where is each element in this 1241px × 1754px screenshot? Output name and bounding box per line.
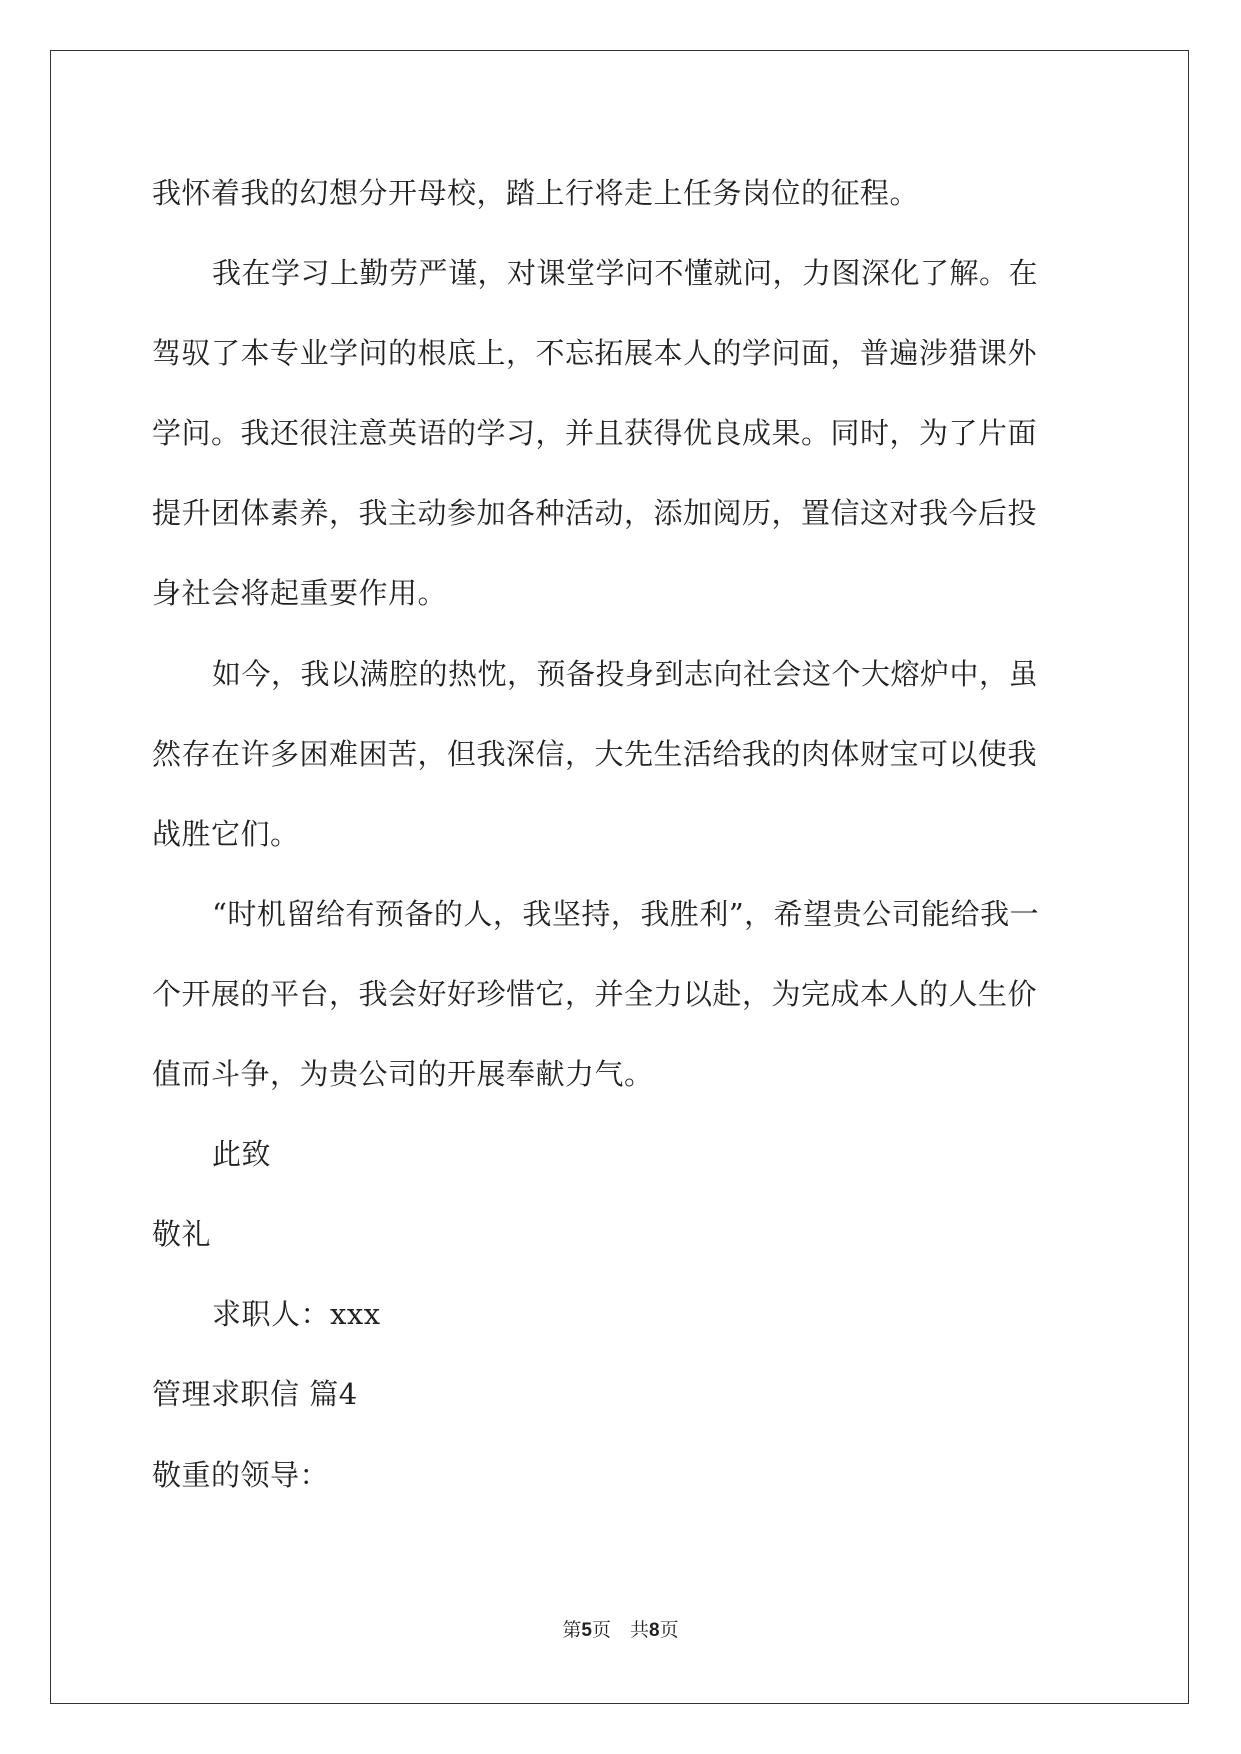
text-line-8: 然存在许多困难困苦，但我深信，大先生活给我的肉体财宝可以使我 — [152, 737, 1038, 771]
text-line-11: 个开展的平台，我会好好珍惜它，并全力以赴，为完成本人的人生价 — [152, 977, 1038, 1011]
text-line-2: 我在学习上勤劳严谨，对课堂学问不懂就问，力图深化了解。在 — [212, 256, 1039, 290]
text-line-4: 学问。我还很注意英语的学习，并且获得优良成果。同时，为了片面 — [152, 416, 1038, 450]
current-page-number: 5 — [581, 1620, 592, 1641]
footer-mid: 页 共 — [591, 1619, 649, 1641]
applicant-signature: 求职人：xxx — [212, 1297, 381, 1331]
text-line-7: 如今，我以满腔的热忱，预备投身到志向社会这个大熔炉中，虽 — [212, 657, 1039, 691]
text-line-9: 战胜它们。 — [152, 817, 300, 851]
text-line-5: 提升团体素养，我主动参加各种活动，添加阅历，置信这对我今后投 — [152, 496, 1038, 530]
greeting-line: 敬重的领导： — [152, 1458, 330, 1492]
text-line-6: 身社会将起重要作用。 — [152, 576, 448, 610]
footer-prefix: 第 — [562, 1619, 582, 1641]
page-footer — [0, 1618, 1241, 1643]
footer-suffix: 页 — [659, 1619, 679, 1641]
text-line-3: 驾驭了本专业学问的根底上，不忘拓展本人的学问面，普遍涉猎课外 — [152, 336, 1038, 370]
section-heading: 管理求职信 篇4 — [152, 1377, 358, 1411]
closing-salutation: 此致 — [212, 1137, 272, 1171]
text-line-1: 我怀着我的幻想分开母校，踏上行将走上任务岗位的征程。 — [152, 176, 920, 210]
closing-respect: 敬礼 — [152, 1217, 212, 1251]
total-page-number: 8 — [649, 1620, 660, 1641]
text-line-12: 值而斗争，为贵公司的开展奉献力气。 — [152, 1057, 654, 1091]
text-line-10: “时机留给有预备的人，我坚持，我胜利”，希望贵公司能给我一 — [212, 897, 1040, 931]
